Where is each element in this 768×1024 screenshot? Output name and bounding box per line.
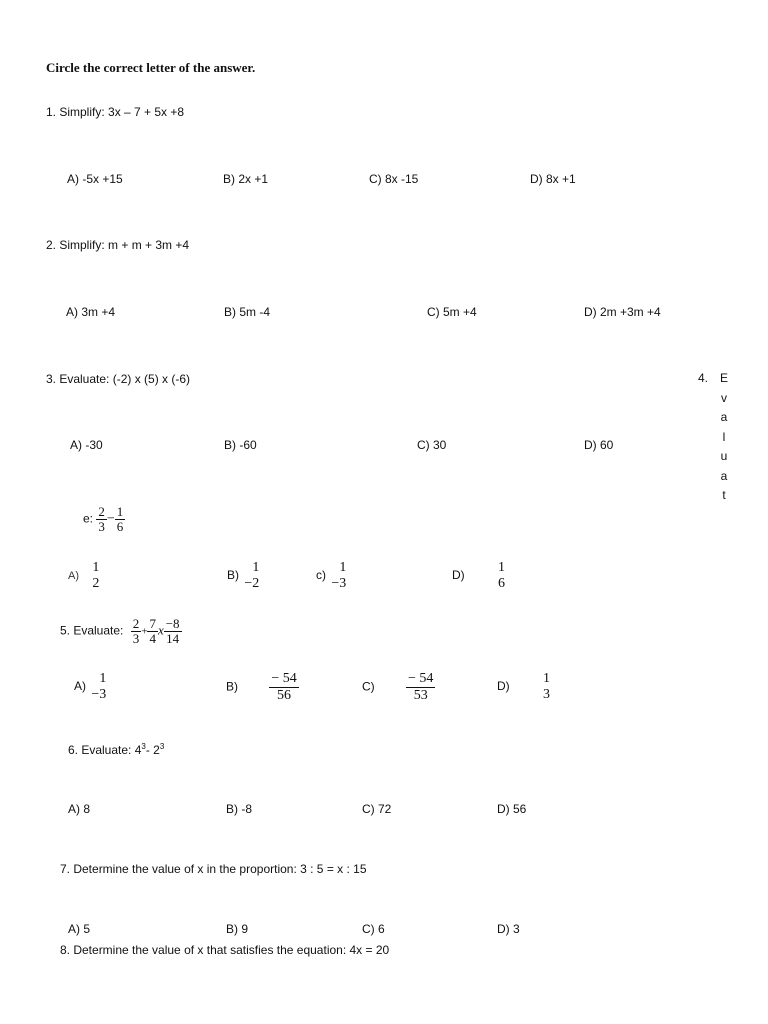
q2-option-a[interactable]: A) 3m +4 [66,305,116,319]
option-label: c) [316,568,326,583]
numerator: − 54 [408,671,434,686]
q4-operator: − [106,511,115,527]
q7-option-c[interactable]: C) 6 [362,922,385,936]
option-label: C) [362,679,375,694]
option-fraction [242,560,261,592]
q5-fraction-3 [164,617,182,646]
q4-letter: u [720,449,728,463]
instruction-text: Circle the correct letter of the answer. [46,60,256,75]
option-label: B) [227,568,239,583]
denominator: 14 [164,631,182,646]
q4-option-d[interactable] [452,560,507,592]
q4-option-a[interactable] [68,560,101,592]
q5-option-a[interactable] [74,671,108,703]
numerator: − 54 [271,671,297,686]
q4-letter: a [720,410,728,424]
q5-option-c[interactable] [362,671,435,704]
q4-vertical-word [719,369,729,506]
question-1: 1. Simplify: 3x – 7 + 5x +8 [46,105,185,119]
q4-number: 4. [698,371,709,385]
q4-expression [83,505,125,534]
q5-fraction-2 [147,617,158,646]
denominator: 4 [149,631,156,646]
denominator: −3 [91,687,107,702]
numerator: 1 [339,560,347,575]
question-3: 3. Evaluate: (-2) x (5) x (-6) [46,372,191,386]
q4-letter: E [719,371,728,385]
option-fraction [89,671,108,703]
q7-option-d[interactable]: D) 3 [497,922,520,936]
q5-operator-plus: + [141,625,148,638]
option-label: A) [68,570,79,583]
q1-option-d[interactable]: D) 8x +1 [530,172,576,186]
q6-option-b[interactable]: B) -8 [226,802,253,816]
option-fraction [329,560,348,592]
q4-letter: l [722,429,726,444]
q4-prefix: e: [83,511,94,526]
q4-option-c[interactable] [316,560,348,592]
question-7: 7. Determine the value of x in the proportion: 3 : 5 = x : 15 [60,862,367,876]
option-fraction [406,671,435,704]
q3-option-d[interactable]: D) 60 [584,438,614,452]
q4-letter: a [720,468,728,483]
option-label: D) [452,568,465,583]
numerator: −8 [165,616,180,631]
denominator: 2 [92,576,100,591]
numerator: 1 [543,671,551,686]
numerator: 7 [149,616,156,631]
numerator: 2 [98,504,105,519]
numerator: 1 [498,560,506,575]
q5-option-b[interactable] [226,671,299,704]
option-label: A) [74,679,86,694]
numerator: 1 [99,671,107,686]
question-2: 2. Simplify: m + m + 3m +4 [46,238,190,252]
question-8: 8. Determine the value of x that satisfies the equation: 4x = 20 [60,943,390,957]
q4-option-b[interactable] [227,560,261,592]
q2-option-c[interactable]: C) 5m +4 [427,305,477,319]
q5-operator-times: x [157,622,164,638]
q1-option-b[interactable]: B) 2x +1 [223,172,269,186]
numerator: 1 [92,560,100,575]
denominator: −3 [331,576,347,591]
q1-option-c[interactable]: C) 8x -15 [369,172,419,186]
q1-option-a[interactable]: A) -5x +15 [67,172,123,186]
q2-option-d[interactable]: D) 2m +3m +4 [584,305,661,319]
option-fraction [90,560,101,592]
question-5 [60,617,182,646]
q6-text: 6. Evaluate: 4 [68,743,142,757]
denominator: 53 [406,687,435,704]
denominator: 3 [132,631,140,646]
q5-label: 5. Evaluate: [60,623,124,638]
q6-exponent-2: 3 [159,742,165,751]
q4-fraction-1 [96,505,107,534]
numerator: 1 [116,504,124,519]
option-label: B) [226,679,238,694]
q2-option-b[interactable]: B) 5m -4 [224,305,271,319]
option-fraction [496,560,507,592]
denominator: 3 [98,519,105,534]
question-6 [68,742,164,757]
q5-fraction-1 [131,617,142,646]
denominator: 56 [269,687,298,704]
option-fraction [541,671,552,703]
q7-option-b[interactable]: B) 9 [226,922,249,936]
denominator: 6 [498,576,506,591]
q6-option-a[interactable]: A) 8 [68,802,91,816]
q6-option-c[interactable]: C) 72 [362,802,392,816]
denominator: 3 [543,687,551,702]
q3-option-c[interactable]: C) 30 [417,438,447,452]
option-label: D) [497,679,510,694]
q6-exponent-1: 3 [141,742,146,751]
q4-letter: t [722,488,726,502]
q6-option-d[interactable]: D) 56 [497,802,527,816]
q7-option-a[interactable]: A) 5 [68,922,91,936]
q3-option-a[interactable]: A) -30 [70,438,103,452]
q6-text-mid: - 2 [145,743,160,757]
denominator: −2 [244,576,260,591]
numerator: 1 [252,560,260,575]
numerator: 2 [132,616,140,631]
q4-letter: v [721,390,727,405]
denominator: 6 [116,519,124,534]
q3-option-b[interactable]: B) -60 [224,438,257,452]
q4-fraction-2 [115,505,126,534]
option-fraction [269,671,298,704]
q5-option-d[interactable] [497,671,552,703]
